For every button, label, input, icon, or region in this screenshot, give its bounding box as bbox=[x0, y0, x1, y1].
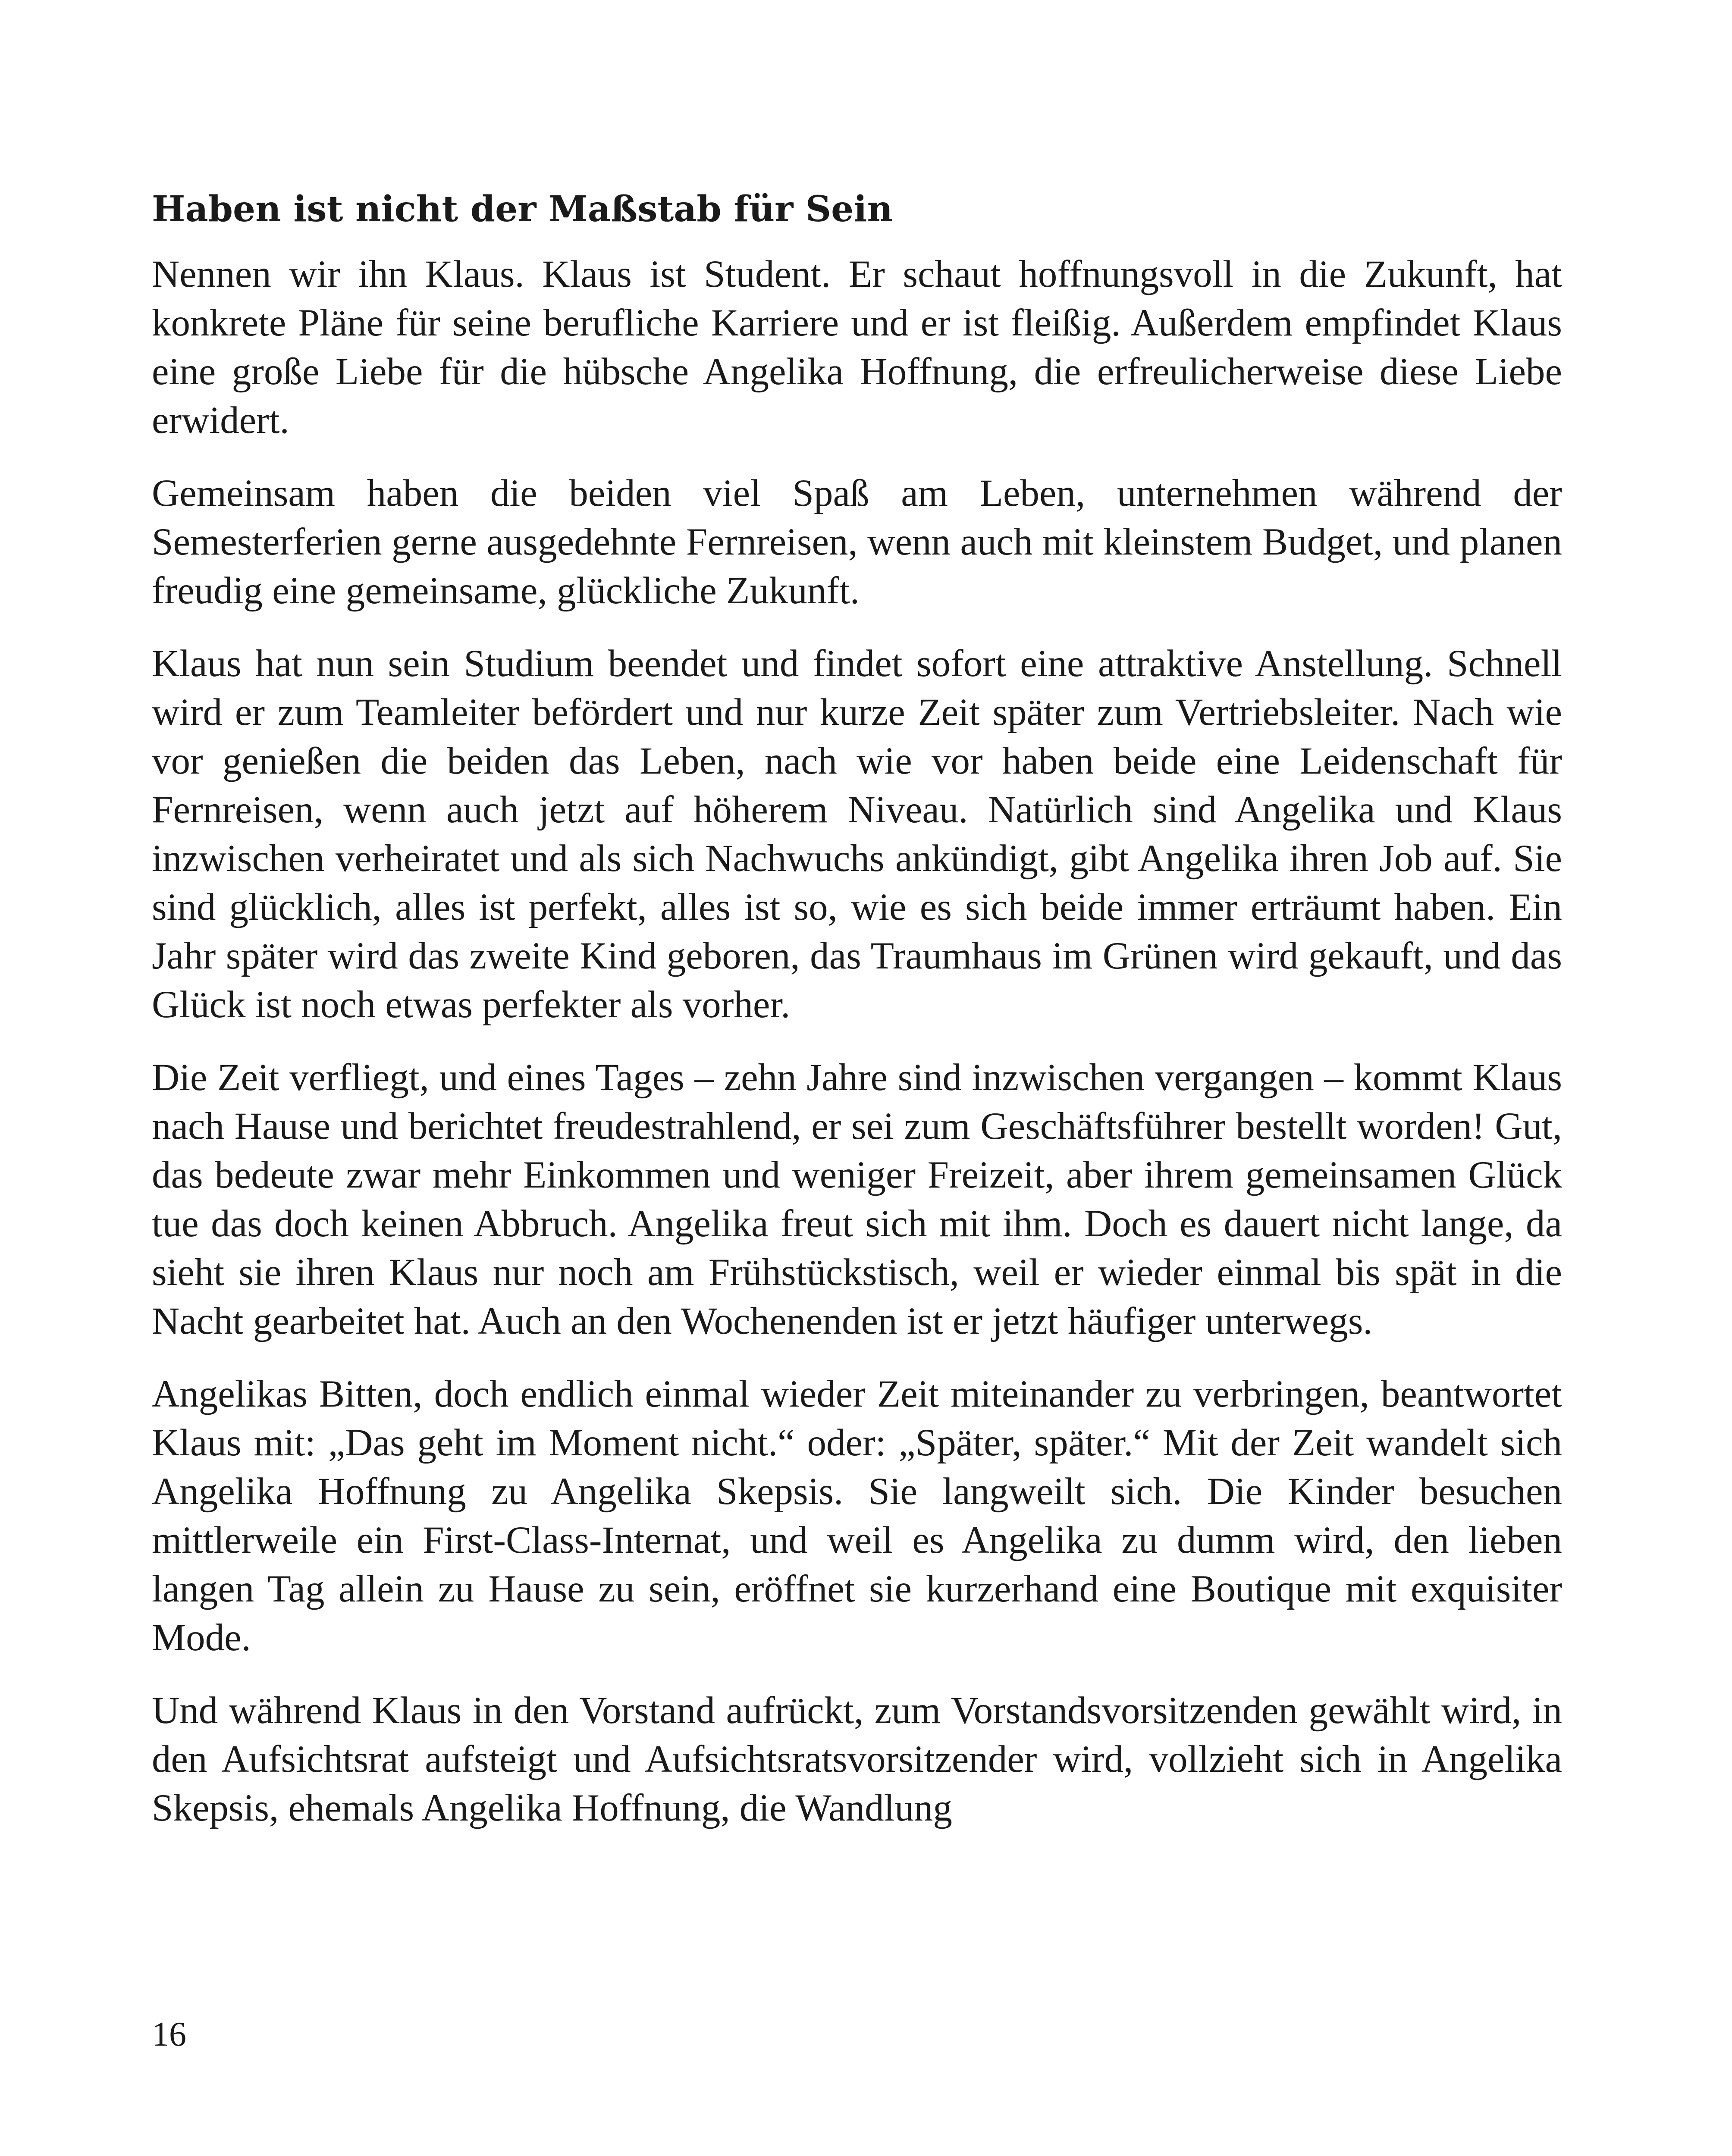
page-body bbox=[152, 185, 1562, 1857]
paragraph-2: Gemeinsam haben die beiden viel Spaß am Leben, unternehmen während der Semesterferien gerne ausgedehnte Fernreisen, wenn auch mit kleinstem Budget, und planen freudig eine gemeinsame, glückliche Zukunft. bbox=[152, 472, 1562, 612]
paragraph-3: Klaus hat nun sein Studium beendet und findet sofort eine attraktive Anstellung. Schnell wird er zum Teamleiter befördert und nur kurze Zeit später zum Vertriebsleiter. Nach wie vor genießen die beiden das Leben, nach wie vor haben beide eine Leidenschaft für Fernreisen, wenn auch jetzt auf höherem Niveau. Natürlich sind Angelika und Klaus inzwischen verheiratet und als sich Nachwuchs ankündigt, gibt Angelika ihren Job auf. Sie sind glücklich, alles ist perfekt, alles ist so, wie es sich beide immer erträumt haben. Ein Jahr später wird das zweite Kind geboren, das Traumhaus im Grünen wird gekauft, und das Glück ist noch etwas perfekter als vorher. bbox=[152, 642, 1562, 1026]
paragraph-5: Angelikas Bitten, doch endlich einmal wieder Zeit miteinander zu verbringen, beantwortet Klaus mit: „Das geht im Moment nicht.“ oder: „Später, später.“ Mit der Zeit wandelt sich Angelika Hoffnung zu Angelika Skepsis. Sie langweilt sich. Die Kinder besuchen mittlerweile ein First-Class-Internat, und weil es Angelika zu dumm wird, den lieben langen Tag allein zu Hause zu sein, eröffnet sie kurzerhand eine Boutique mit exquisiter Mode. bbox=[152, 1373, 1562, 1659]
section-heading: Haben ist nicht der Maßstab für Sein bbox=[152, 188, 893, 230]
paragraph-6: Und während Klaus in den Vorstand aufrückt, zum Vorstandsvorsitzenden gewählt wird, in den Aufsichtsrat aufsteigt und Aufsichtsratsvorsitzender wird, vollzieht sich in Angelika Skepsis, ehemals Angelika Hoffnung, die Wandlung bbox=[152, 1689, 1562, 1829]
paragraph-1: Nennen wir ihn Klaus. Klaus ist Student. Er schaut hoffnungsvoll in die Zukunft, hat konkrete Pläne für seine berufliche Karriere und er ist fleißig. Außerdem empfindet Klaus eine große Liebe für die hübsche Angelika Hoffnung, die erfreulicherweise diese Liebe erwidert. bbox=[152, 253, 1562, 442]
paragraph-4: Die Zeit verfliegt, und eines Tages – zehn Jahre sind inzwischen vergangen – kommt Klaus nach Hause und berichtet freudestrahlend, er sei zum Geschäftsführer bestellt worden! Gut, das bedeute zwar mehr Einkommen und weniger Freizeit, aber ihrem gemeinsamen Glück tue das doch keinen Abbruch. Angelika freut sich mit ihm. Doch es dauert nicht lange, da sieht sie ihren Klaus nur noch am Frühstückstisch, weil er wieder einmal bis spät in die Nacht gearbeitet hat. Auch an den Wochenenden ist er jetzt häufiger unterwegs. bbox=[152, 1056, 1562, 1342]
page-number: 16 bbox=[152, 2015, 186, 2053]
